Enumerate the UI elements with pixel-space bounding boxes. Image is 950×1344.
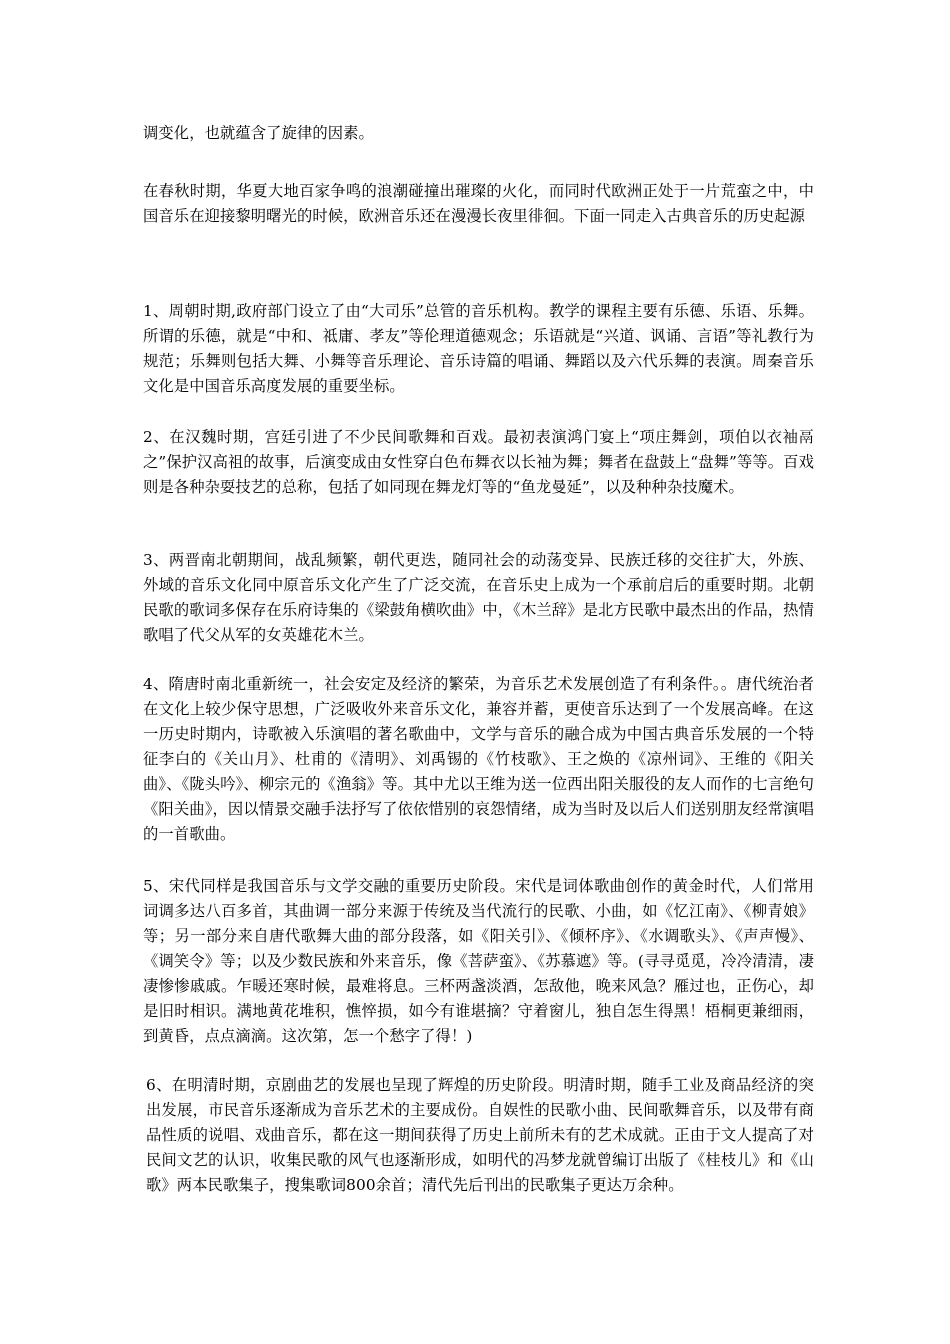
paragraph-sui-tang: 4、隋唐时南北重新统一，社会安定及经济的繁荣，为音乐艺术发展创造了有利条件。。唐代统治者在文化上较少保守思想，广泛吸收外来音乐文化，兼容并蓄，更使音乐达到了一个发展高峰。在这一历史时期内，诗歌被入乐演唱的著名歌曲中，文学与音乐的融合成为中国古典音乐发展的一个特征李白的《关山月》、杜甫的《清明》、刘禹锡的《竹枝歌》、王之焕的《凉州词》、王维的《阳关曲》、《陇头吟》、柳宗元的《渔翁》等。其中尤以王维为送一位西出阳关服役的友人而作的七言绝句《阳关曲》，因以情景交融手法抒写了依依惜别的哀怨情绪，成为当时及以后人们送别朋友经常演唱的一首歌曲。	[143, 675, 814, 843]
paragraph-jin-nanbei: 3、两晋南北朝期间，战乱频繁，朝代更迭，随同社会的动荡变异、民族迁移的交往扩大，外族、外域的音乐文化同中原音乐文化产生了广泛交流，在音乐史上成为一个承前启后的重要时期。北朝民歌的歌词多保存在乐府诗集的《梁鼓角横吹曲》中，《木兰辞》是北方民歌中最杰出的作品，热情歌唱了代父从军的女英雄花木兰。	[143, 551, 814, 644]
paragraph-song-dynasty: 5、宋代同样是我国音乐与文学交融的重要历史阶段。宋代是词体歌曲创作的黄金时代，人们常用词调多达八百多首，其曲调一部分来源于传统及当代流行的民歌、小曲，如《忆江南》、《柳青娘》等；另一部分来自唐代歌舞大曲的部分段落，如《阳关引》、《倾杯序》、《水调歌头》、《声声慢》、《调笑令》等；以及少数民族和外来音乐，像《菩萨蛮》、《苏慕遮》等。(寻寻觅觅，冷冷清清，凄凄惨惨戚戚。乍暖还寒时候，最难将息。三杯两盏淡酒，怎敌他，晚来风急？雁过也，正伤心，却是旧时相识。满地黄花堆积，憔悴损，如今有谁堪摘？守着窗儿，独自怎生得黑！梧桐更兼细雨，到黄昏，点点滴滴。这次第，怎一个愁字了得！)	[143, 877, 814, 1045]
paragraph-zhou-dynasty: 1、周朝时期,政府部门设立了由“大司乐”总管的音乐机构。教学的课程主要有乐德、乐语、乐舞。所谓的乐德，就是“中和、祗庸、孝友”等伦理道德观念；乐语就是“兴道、讽诵、言语”等礼教行为规范；乐舞则包括大舞、小舞等音乐理论、音乐诗篇的唱诵、舞蹈以及六代乐舞的表演。周秦音乐文化是中国音乐高度发展的重要坐标。	[143, 302, 814, 395]
paragraph-ming-qing: 6、在明清时期，京剧曲艺的发展也呈现了辉煌的历史阶段。明清时期，随手工业及商品经济的突出发展，市民音乐逐渐成为音乐艺术的主要成份。自娱性的民歌小曲、民间歌舞音乐，以及带有商品性质的说唱、戏曲音乐，都在这一期间获得了历史上前所未有的艺术成就。正由于文人提高了对民间文艺的认识，收集民歌的风气也逐渐形成，如明代的冯梦龙就曾编订出版了《桂枝儿》和《山歌》两本民歌集子，搜集歌词800余首；清代先后刊出的民歌集子更达万余种。	[146, 1076, 814, 1194]
paragraph-han-wei: 2、在汉魏时期，宫廷引进了不少民间歌舞和百戏。最初表演鸿门宴上“项庄舞剑，项伯以衣袖鬲之”保护汉高祖的故事，后演变成由女性穿白色布舞衣以长袖为舞；舞者在盘鼓上“盘舞”等等。百戏则是各种杂耍技艺的总称，包括了如同现在舞龙灯等的“鱼龙曼延”，以及种种杂技魔术。	[143, 428, 814, 496]
paragraph-spring-autumn: 在春秋时期，华夏大地百家争鸣的浪潮碰撞出璀璨的火化，而同时代欧洲正处于一片荒蛮之中，中国音乐在迎接黎明曙光的时候，欧洲音乐还在漫漫长夜里徘徊。下面一同走入古典音乐的历史起源	[143, 182, 814, 225]
paragraph-intro-end: 调变化，也就蕴含了旋律的因素。	[143, 124, 374, 142]
